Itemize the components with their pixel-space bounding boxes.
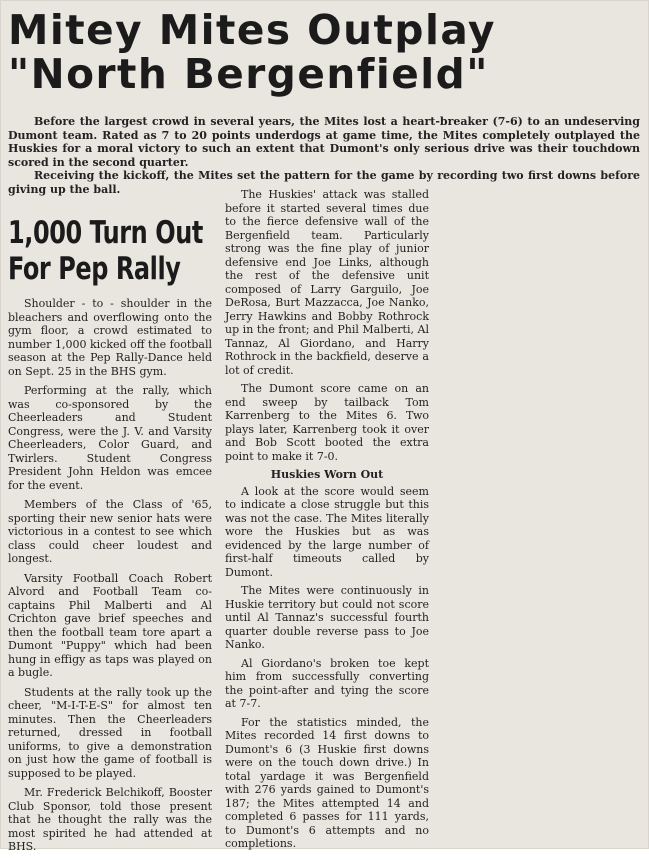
article-paragraph: Members of the Class of '65, sporting their new senior hats were victorious in a contest to see which class could cheer loudest and longest. [8,498,212,565]
article-paragraph: The Dumont score came on an end sweep by tailback Tom Karrenberg to the Mites 6. Two plays later, Karrenberg took it over and Bob Scott booted the extra point to make it 7-0. [225,382,429,463]
article-paragraph: Performing at the rally, which was co-sponsored by the Cheerleaders and Student Congress, were the J. V. and Varsity Cheerleaders, Color Guard, and Twirlers. Student Congress President John Heldon was emcee for the event. [8,384,212,492]
game-story-column [225,188,429,856]
article-paragraph: The Huskies' attack was stalled before it started several times due to the fierce defensive wall of the Bergenfield team. Particularly strong was the fine play of junior defensive end Joe Links, although the rest of the defensive unit composed of Larry Garguilo, Joe DeRosa, Burt Mazzacca, Joe Nanko, Jerry Hawkins and Bobby Rothrock up in the front; and Phil Malberti, Al Tannaz, Al Giordano, and Harry Rothrock in the backfield, deserve a lot of credit. [225,188,429,377]
lead-paragraph: Receiving the kickoff, the Mites set the pattern for the game by recording two first downs before giving up the ball. [8,169,640,196]
pep-rally-headline [8,215,203,287]
article-paragraph: Varsity Football Coach Robert Alvord and Football Team co-captains Phil Malberti and Al Crichton gave brief speeches and then the football team tore apart a Dumont "Puppy" which had been hung in effigy as taps was played on a bugle. [8,571,212,679]
article-paragraph: The Mites were continuously in Huskie territory but could not score until Al Tannaz's successful fourth quarter double reverse pass to Joe Nanko. [225,584,429,651]
pep-rally-headline-line-1: 1,000 Turn Out [8,215,203,251]
game-story-body [225,188,429,851]
section-subhead: Huskies Worn Out [270,468,384,481]
pep-rally-body [8,297,212,854]
pep-rally-article [8,215,212,860]
article-paragraph: A look at the score would seem to indicate a close struggle but this was not the case. The Mites literally wore the Huskies but as was evidenced by the large number of first-half timeouts called by Dumont. [225,484,429,579]
pep-rally-headline-line-2: For Pep Rally [8,251,181,287]
article-paragraph: For the statistics minded, the Mites recorded 14 first downs to Dumont's 6 (3 Huskie first downs were on the touch down drive.) In total yardage it was Bergenfield with 276 yards gained to Dumont's 187; the Mites attempted 14 and completed 6 passes for 111 yards, to Dumont's 6 attempts and no completions. [225,715,429,850]
article-paragraph: Students at the rally took up the cheer, "M-I-T-E-S" for almost ten minutes. Then the Cheerleaders returned, dressed in football uniforms, to give a demonstration on just how the game of football is supposed to be played. [8,685,212,780]
article-paragraph: Shoulder - to - shoulder in the bleachers and overflowing onto the gym floor, a crowd estimated to number 1,000 kicked off the football season at the Pep Rally-Dance held on Sept. 25 in the BHS gym. [8,297,212,378]
article-paragraph: Al Giordano's broken toe kept him from successfully converting the point-after and tying the score at 7-7. [225,656,429,710]
article-paragraph: Mr. Frederick Belchikoff, Booster Club Sponsor, told those present that he thought the rally was the most spirited he had attended at BHS. [8,786,212,853]
headline-line-2: "North Bergenfield" [8,50,489,98]
headline-line-1: Mitey Mites Outplay [8,6,496,54]
lead-paragraph: Before the largest crowd in several years, the Mites lost a heart-breaker (7-6) to an undeserving Dumont team. Rated as 7 to 20 points underdogs at game time, the Mites completely outplayed the Huskies for a moral victory to such an extent that Dumont's only serious drive was their touchdown scored in the second quarter. [8,115,640,169]
lead-paragraphs [8,115,640,196]
main-headline [8,8,632,96]
